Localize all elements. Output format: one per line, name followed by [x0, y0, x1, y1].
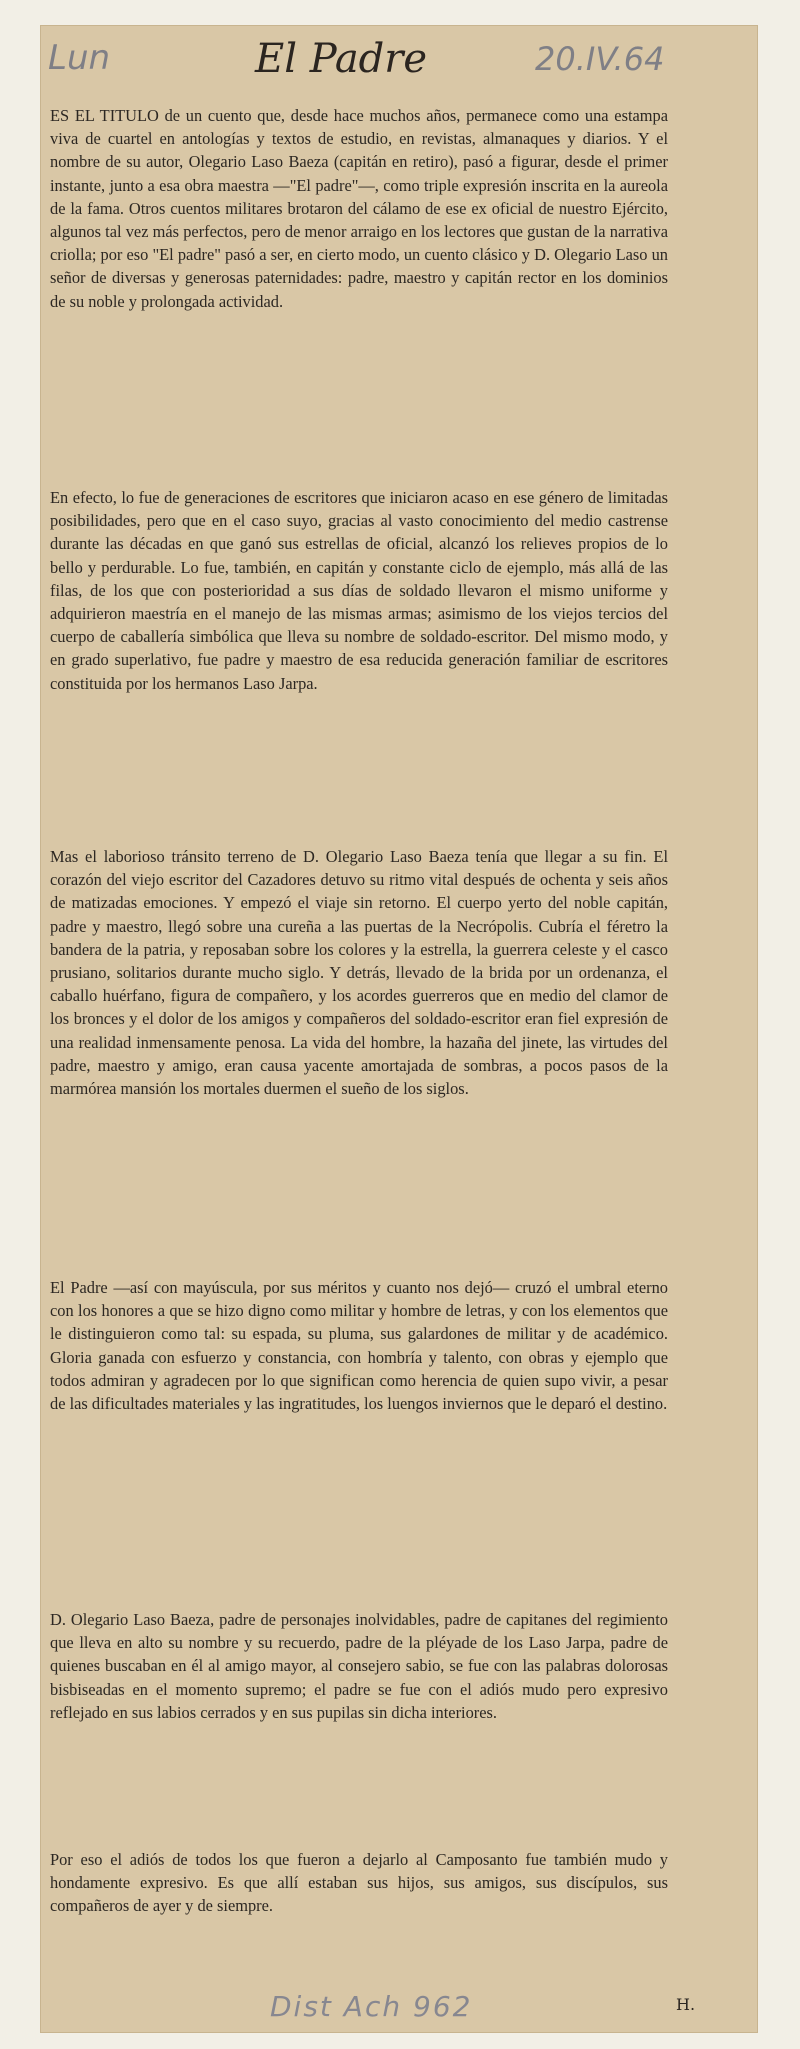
- author-signature: H.: [676, 1995, 696, 2014]
- article-title: El Padre: [255, 36, 428, 82]
- article-paragraph: Por eso el adiós de todos los que fueron a dejarlo al Camposanto fue también mudo y hondamente expresivo. Es que allí estaban sus hijos, sus amigos, sus discípulos, sus compañeros de ayer y de siempre.: [50, 1850, 668, 1916]
- article-paragraph: Mas el laborioso tránsito terreno de D. Olegario Laso Baeza tenía que llegar a su fin. El corazón del viejo escritor del Cazadores detuvo su ritmo vital después de ochenta y seis años de matizadas emociones. Y empezó el viaje sin retorno. El cuerpo yerto del noble capitán, padre y maestro, llegó sobre una cureña a las puertas de la Necrópolis. Cubría el féretro la bandera de la patria, y reposaban sobre los colores y la estrella, la guerrera celeste y el casco prusiano, solitarios durante mucho siglo. Y detrás, llevado de la brida por un ordenanza, el caballo huérfano, figura de compañero, y los acordes guerreros que en medio del clamor de los bronces y el dolor de los amigos y compañeros del soldado-escritor eran fiel expresión de una realidad inmensamente penosa. La vida del hombre, la hazaña del jinete, las virtudes del padre, maestro y amigo, eran causa yacente amortajada de sombras, a pocos pasos de la marmórea mansión los mortales duermen el sueño de los siglos.: [50, 847, 668, 1099]
- handwritten-date: 20.IV.64: [535, 40, 665, 78]
- article-paragraph: D. Olegario Laso Baeza, padre de personajes inolvidables, padre de capitanes del regimiento que lleva en alto su nombre y su recuerdo, padre de la pléyade de los Laso Jarpa, padre de quienes buscaban en él al amigo mayor, al consejero sabio, se fue con las palabras dolorosas bisbiseadas en el momento supremo; el padre se fue con el adiós mudo pero expresivo reflejado en sus labios cerrados y en sus pupilas sin dicha interiores.: [50, 1610, 668, 1722]
- archive-stamp: Dist Ach 962: [270, 1990, 473, 2023]
- article-paragraph: ES EL TITULO de un cuento que, desde hace muchos años, permanece como una estampa viva de cuartel en antologías y textos de estudio, en revistas, almanaques y diarios. Y el nombre de su autor, Olegario Laso Baeza (capitán en retiro), pasó a figurar, desde el primer instante, junto a esa obra maestra —"El padre"—, como triple expresión inscrita en la aureola de la fama. Otros cuentos militares brotaron del cálamo de ese ex oficial de nuestro Ejército, algunos tal vez más perfectos, pero de menor arraigo en los lectores que gustan de la narrativa criolla; por eso "El padre" pasó a ser, en cierto modo, un cuento clásico y D. Olegario Laso un señor de diversas y generosas paternidades: padre, maestro y capitán rector en los dominios de su noble y prolongada actividad.: [50, 106, 668, 311]
- article-paragraph: El Padre —así con mayúscula, por sus méritos y cuanto nos dejó— cruzó el umbral eterno con los honores a que se hizo digno como militar y hombre de letras, y con los elementos que le distinguieron como tal: su espada, su pluma, sus galardones de militar y de académico. Gloria ganada con esfuerzo y constancia, con hombría y talento, con obras y ejemplo que todos admiran y agradecen por lo que significan como herencia de quien supo vivir, a pesar de las dificultades materiales y las ingratitudes, los luengos inviernos que le deparó el destino.: [50, 1278, 668, 1414]
- article-paragraph: En efecto, lo fue de generaciones de escritores que iniciaron acaso en ese género de limitadas posibilidades, pero que en el caso suyo, gracias al vasto conocimiento del medio castrense durante las décadas en que ganó sus estrellas de oficial, alcanzó los relieves propios de lo bello y perdurable. Lo fue, también, en capitán y constante ciclo de ejemplo, más allá de las filas, de los que con posterioridad a sus días de soldado llevaron el mismo uniforme y adquirieron maestría en el manejo de las mismas armas; asimismo de los viejos tercios del cuerpo de caballería simbólica que lleva su nombre de soldado-escritor. Del mismo modo, y en grado superlativo, fue padre y maestro de esa reducida generación familiar de escritores constituida por los hermanos Laso Jarpa.: [50, 488, 668, 693]
- handwritten-annotation-left: Lun: [48, 38, 111, 78]
